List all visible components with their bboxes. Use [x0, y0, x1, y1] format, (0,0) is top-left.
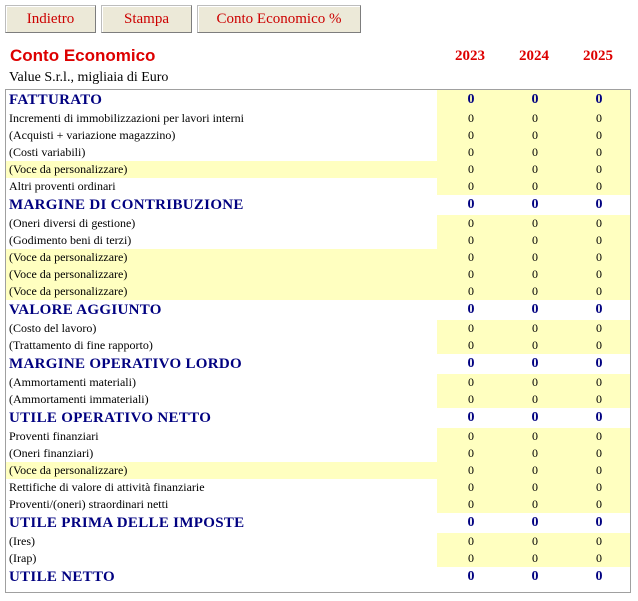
- section-total-row: [6, 90, 630, 110]
- percent-income-statement-button[interactable]: Conto Economico %: [197, 5, 361, 33]
- row-label: (Acquisti + variazione magazzino): [9, 128, 176, 142]
- table-row: [6, 320, 630, 337]
- value-cell-2025: 0: [595, 197, 603, 212]
- value-cell-2025: 0: [596, 375, 602, 389]
- value-cell-2023: 0: [468, 534, 474, 548]
- value-cell-2023: 0: [468, 267, 474, 281]
- value-cell-2024: 0: [531, 410, 539, 425]
- value-cell-2025: 0: [596, 534, 602, 548]
- value-cell-2025: 0: [595, 515, 603, 530]
- row-values: [437, 249, 630, 266]
- row-label: (Costo del lavoro): [9, 321, 97, 335]
- value-cell-2025: 0: [596, 250, 602, 264]
- value-cell-2024: 0: [532, 375, 538, 389]
- table-row: [6, 232, 630, 249]
- value-cell-2023: 0: [468, 162, 474, 176]
- value-cell-2025: 0: [596, 338, 602, 352]
- value-cell-2025: 0: [596, 128, 602, 142]
- value-cell-2023: 0: [468, 463, 474, 477]
- row-values: [437, 283, 630, 300]
- value-cell-2024: 0: [531, 356, 539, 371]
- value-cell-2024: 0: [532, 392, 538, 406]
- row-values: [437, 266, 630, 283]
- row-label: (Oneri diversi di gestione): [9, 216, 136, 230]
- value-cell-2023: 0: [468, 111, 474, 125]
- row-values: [437, 567, 630, 587]
- value-cell-2023: 0: [468, 551, 474, 565]
- value-cell-2025: 0: [596, 392, 602, 406]
- row-label: (Trattamento di fine rapporto): [9, 338, 153, 352]
- table-row: [6, 178, 630, 195]
- row-values: [437, 90, 630, 110]
- row-label: (Godimento beni di terzi): [9, 233, 132, 247]
- value-cell-2023: 0: [468, 392, 474, 406]
- row-label: (Ammortamenti immateriali): [9, 392, 149, 406]
- value-cell-2023: 0: [467, 569, 475, 584]
- value-cell-2024: 0: [532, 284, 538, 298]
- row-values: [437, 127, 630, 144]
- row-label: (Voce da personalizzare): [9, 162, 128, 176]
- value-cell-2023: 0: [467, 197, 475, 212]
- table-row: [6, 391, 630, 408]
- year-header-2024: 2024: [519, 48, 549, 64]
- value-cell-2024: 0: [532, 497, 538, 511]
- row-values: [437, 391, 630, 408]
- value-cell-2024: 0: [532, 250, 538, 264]
- value-cell-2024: 0: [532, 145, 538, 159]
- row-label: UTILE PRIMA DELLE IMPOSTE: [9, 514, 245, 531]
- table-row: [6, 428, 630, 445]
- value-cell-2025: 0: [596, 162, 602, 176]
- row-label: MARGINE OPERATIVO LORDO: [9, 355, 242, 372]
- value-cell-2025: 0: [596, 446, 602, 460]
- value-cell-2023: 0: [468, 179, 474, 193]
- row-values: [437, 374, 630, 391]
- row-label: (Costi variabili): [9, 145, 86, 159]
- value-cell-2024: 0: [531, 302, 539, 317]
- table-row: [6, 215, 630, 232]
- table-row: [6, 496, 630, 513]
- value-cell-2023: 0: [467, 302, 475, 317]
- row-label: FATTURATO: [9, 91, 103, 108]
- value-cell-2023: 0: [467, 92, 475, 107]
- income-statement-table: [5, 89, 631, 593]
- value-cell-2024: 0: [531, 197, 539, 212]
- value-cell-2023: 0: [467, 515, 475, 530]
- value-cell-2025: 0: [596, 551, 602, 565]
- section-total-row: [6, 195, 630, 215]
- row-values: [437, 178, 630, 195]
- row-label: (Voce da personalizzare): [9, 463, 128, 477]
- value-cell-2024: 0: [532, 267, 538, 281]
- row-label: (Irap): [9, 551, 37, 565]
- value-cell-2025: 0: [596, 429, 602, 443]
- row-values: [437, 428, 630, 445]
- row-values: [437, 479, 630, 496]
- value-cell-2023: 0: [468, 446, 474, 460]
- table-row: [6, 550, 630, 567]
- section-total-row: [6, 354, 630, 374]
- row-label: UTILE NETTO: [9, 568, 115, 585]
- value-cell-2024: 0: [532, 551, 538, 565]
- value-cell-2025: 0: [596, 463, 602, 477]
- row-values: [437, 550, 630, 567]
- year-header-2025: 2025: [583, 48, 613, 64]
- row-label: (Voce da personalizzare): [9, 284, 128, 298]
- row-label: VALORE AGGIUNTO: [9, 301, 162, 318]
- row-values: [437, 513, 630, 533]
- table-row: [6, 266, 630, 283]
- value-cell-2025: 0: [596, 216, 602, 230]
- value-cell-2025: 0: [596, 480, 602, 494]
- value-cell-2024: 0: [531, 92, 539, 107]
- print-button[interactable]: Stampa: [101, 5, 192, 33]
- value-cell-2023: 0: [468, 429, 474, 443]
- value-cell-2024: 0: [532, 446, 538, 460]
- value-cell-2023: 0: [468, 497, 474, 511]
- company-subtitle: Value S.r.l., migliaia di Euro: [9, 70, 169, 85]
- value-cell-2025: 0: [595, 410, 603, 425]
- table-row: [6, 374, 630, 391]
- value-cell-2025: 0: [596, 111, 602, 125]
- value-cell-2024: 0: [532, 216, 538, 230]
- table-row: [6, 445, 630, 462]
- row-values: [437, 232, 630, 249]
- row-label: UTILE OPERATIVO NETTO: [9, 409, 212, 426]
- row-values: [437, 408, 630, 428]
- value-cell-2023: 0: [468, 128, 474, 142]
- value-cell-2023: 0: [468, 233, 474, 247]
- value-cell-2024: 0: [532, 179, 538, 193]
- row-values: [437, 195, 630, 215]
- value-cell-2025: 0: [595, 356, 603, 371]
- value-cell-2024: 0: [532, 338, 538, 352]
- row-values: [437, 445, 630, 462]
- table-row: [6, 161, 630, 178]
- back-button[interactable]: Indietro: [5, 5, 96, 33]
- value-cell-2024: 0: [532, 534, 538, 548]
- value-cell-2024: 0: [532, 463, 538, 477]
- value-cell-2025: 0: [595, 569, 603, 584]
- value-cell-2025: 0: [595, 92, 603, 107]
- row-label: Proventi/(oneri) straordinari netti: [9, 497, 169, 511]
- value-cell-2025: 0: [596, 284, 602, 298]
- row-label: (Voce da personalizzare): [9, 250, 128, 264]
- table-row: [6, 283, 630, 300]
- value-cell-2024: 0: [532, 128, 538, 142]
- section-total-row: [6, 408, 630, 428]
- row-label: (Ammortamenti materiali): [9, 375, 136, 389]
- section-total-row: [6, 513, 630, 533]
- table-row: [6, 337, 630, 354]
- value-cell-2024: 0: [531, 515, 539, 530]
- value-cell-2025: 0: [596, 267, 602, 281]
- row-values: [437, 144, 630, 161]
- value-cell-2023: 0: [467, 410, 475, 425]
- table-row: [6, 533, 630, 550]
- value-cell-2025: 0: [596, 179, 602, 193]
- table-row: [6, 479, 630, 496]
- value-cell-2023: 0: [468, 375, 474, 389]
- value-cell-2024: 0: [532, 233, 538, 247]
- section-total-row: [6, 567, 630, 587]
- row-values: [437, 337, 630, 354]
- row-label: (Ires): [9, 534, 35, 548]
- value-cell-2024: 0: [532, 480, 538, 494]
- value-cell-2023: 0: [468, 216, 474, 230]
- table-row: [6, 249, 630, 266]
- value-cell-2024: 0: [531, 569, 539, 584]
- value-cell-2024: 0: [532, 429, 538, 443]
- value-cell-2024: 0: [532, 321, 538, 335]
- value-cell-2023: 0: [468, 480, 474, 494]
- value-cell-2024: 0: [532, 111, 538, 125]
- row-label: (Voce da personalizzare): [9, 267, 128, 281]
- value-cell-2025: 0: [596, 497, 602, 511]
- row-values: [437, 462, 630, 479]
- row-values: [437, 533, 630, 550]
- table-row: [6, 127, 630, 144]
- row-values: [437, 215, 630, 232]
- value-cell-2025: 0: [595, 302, 603, 317]
- row-values: [437, 110, 630, 127]
- table-row: [6, 110, 630, 127]
- table-row: [6, 462, 630, 479]
- row-values: [437, 496, 630, 513]
- year-header-2023: 2023: [455, 48, 485, 64]
- value-cell-2023: 0: [468, 145, 474, 159]
- page-title: Conto Economico: [10, 46, 156, 65]
- row-label: MARGINE DI CONTRIBUZIONE: [9, 196, 244, 213]
- row-label: (Oneri finanziari): [9, 446, 94, 460]
- row-label: Rettifiche di valore di attività finanziarie: [9, 480, 205, 494]
- row-label: Altri proventi ordinari: [9, 179, 116, 193]
- value-cell-2023: 0: [468, 321, 474, 335]
- row-label: Incrementi di immobilizzazioni per lavori interni: [9, 111, 244, 125]
- value-cell-2023: 0: [468, 338, 474, 352]
- value-cell-2023: 0: [467, 356, 475, 371]
- table-row: [6, 144, 630, 161]
- row-values: [437, 161, 630, 178]
- value-cell-2025: 0: [596, 321, 602, 335]
- value-cell-2025: 0: [596, 233, 602, 247]
- value-cell-2023: 0: [468, 284, 474, 298]
- value-cell-2025: 0: [596, 145, 602, 159]
- row-values: [437, 300, 630, 320]
- row-values: [437, 320, 630, 337]
- section-total-row: [6, 300, 630, 320]
- value-cell-2024: 0: [532, 162, 538, 176]
- row-values: [437, 354, 630, 374]
- row-label: Proventi finanziari: [9, 429, 99, 443]
- value-cell-2023: 0: [468, 250, 474, 264]
